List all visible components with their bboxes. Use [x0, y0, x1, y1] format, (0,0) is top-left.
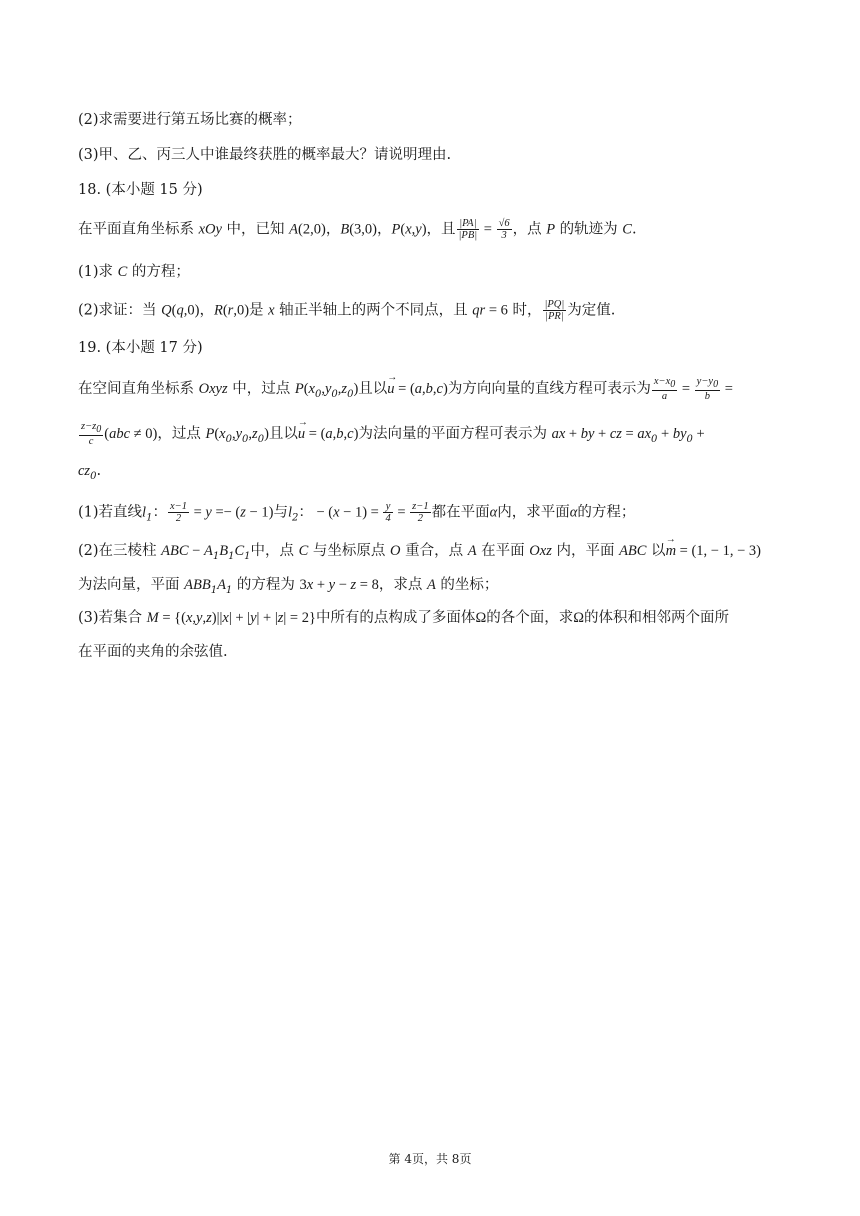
q17-part2: (2)求需要进行第五场比赛的概率； [78, 112, 302, 128]
q19-header: 19. (本小题 17 分) [78, 340, 203, 356]
q18-header: 18. (本小题 15 分) [78, 182, 203, 198]
q18-part1: (1)求 C 的方程； [78, 264, 190, 280]
q17-part3: (3)甲、乙、丙三人中谁最终获胜的概率最大？请说明理由. [78, 147, 452, 163]
q19-part1: (1)若直线$l_1$： $\frac{x-1}{2}$ = y =− (z − 1)与$l_2$： − (x − 1) = $\frac{y}{4}$ = $\frac{z-1}{2}$ 都在平面α内，求平面α的方程； [78, 501, 636, 524]
q19-part2-line1: (2)在三棱柱 ABC − $A_1B_1C_1$中，点 C 与坐标原点 O 重合，点 A 在平面 Oxz 内，平面 ABC 以→ m = (1, − 1, − 3) [78, 541, 784, 567]
q19-part3-line2: 在平面的夹角的余弦值. [78, 644, 228, 660]
q19-statement-line2: $\frac{z-z_0}{c}$ (abc ≠ 0)，过点 $P(x_0,y_0,z_0)$且以→ u = (a,b,c)为法向量的平面方程可表示为 ax + by + cz = $ax_0 + by_0$ + [78, 421, 784, 450]
page-footer: 第 4页，共 8页 [388, 1152, 472, 1166]
q19-part2-line2: 为法向量，平面 $ABB_1A_1$ 的方程为 3x + y − z = 8，求点 A 的坐标； [78, 577, 499, 596]
q18-part2: (2)求证：当 Q(q,0)，R(r,0)是 x 轴正半轴上的两个不同点，且 qr = 6 时， $\frac{|PQ|}{|PR|}$ 为定值. [78, 299, 616, 322]
q19-statement-line1: 在空间直角坐标系 Oxyz 中，过点 $P(x_0,y_0,z_0)$且以→ u = (a,b,c)为方向向量的直线方程可表示为 $\frac{x-x_0}{a}$ = $\frac{y-y_0}{b}$ = [78, 376, 784, 405]
q19-statement-line3: $cz_0$. [78, 463, 102, 482]
q19-part3-line1: (3)若集合 M = {(x,y,z)||x| + |y| + |z| = 2}中所有的点构成了多面体Ω的各个面，求Ω的体积和相邻两个面所 [78, 610, 729, 626]
q18-statement: 在平面直角坐标系 xOy 中，已知 A(2,0)，B(3,0)，P(x,y)，且 $\frac{|PA|}{|PB|}$ = $\frac{√6}{3}$ ，点 P 的轨迹为 C. [78, 218, 637, 241]
